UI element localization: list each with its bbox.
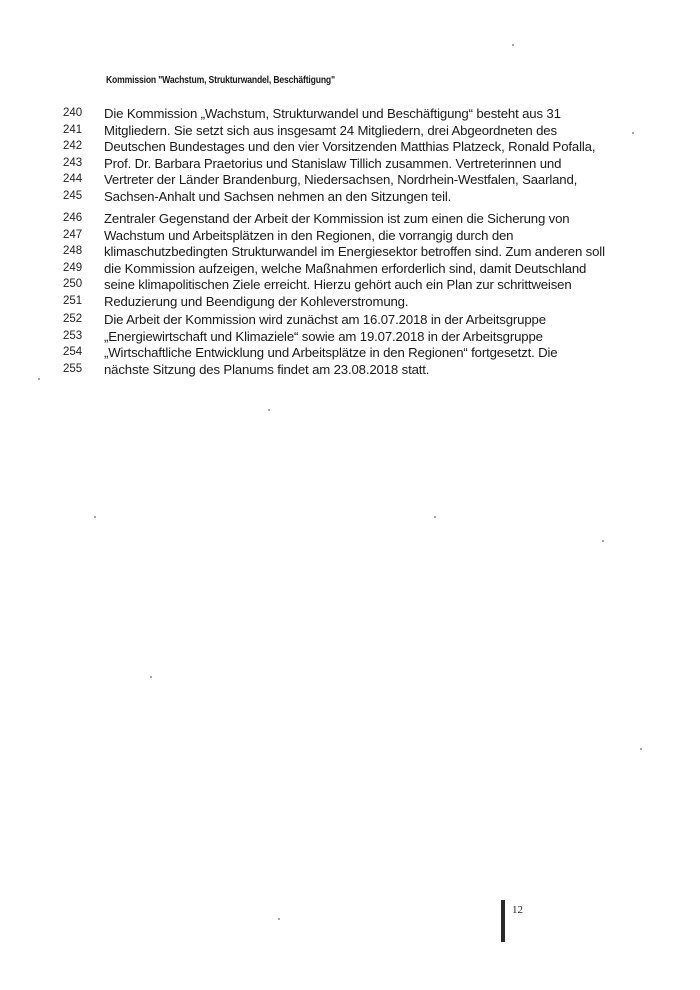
line-number: 240 [63,107,83,119]
scan-speck [512,44,514,46]
line-text: die Kommission aufzeigen, welche Maßnahmen erforderlich sind, damit Deutschland [104,260,587,276]
line-text: klimaschutzbedingten Strukturwandel im Energiesektor betroffen sind. Zum anderen soll [104,244,605,259]
scan-speck [602,540,604,542]
line-text: Zentraler Gegenstand der Arbeit der Kommission ist zum einen die Sicherung von [104,211,570,226]
line-text: Wachstum und Arbeitsplätzen in den Regionen, die vorrangig durch den [104,227,514,243]
line-number: 242 [63,140,83,152]
text-line [0,189,700,206]
paragraph-2 [0,211,700,310]
text-line [0,277,700,294]
line-text: „Wirtschaftliche Entwicklung und Arbeitsplätze in den Regionen“ fortgesetzt. Die [104,345,558,360]
line-text: Die Arbeit der Kommission wird zunächst am 16.07.2018 in der Arbeitsgruppe [104,312,546,327]
line-number: 251 [63,294,83,307]
text-line [0,172,700,189]
line-text: Reduzierung und Beendigung der Kohleverstromung. [104,293,409,309]
page-number: 12 [512,904,523,916]
text-line [0,312,700,329]
line-number: 250 [63,278,83,290]
line-text: seine klimapolitischen Ziele erreicht. Hierzu gehört auch ein Plan zur schrittweisen [104,277,572,292]
paragraph-3 [0,312,700,378]
line-text: „Energiewirtschaft und Klimaziele“ sowie am 19.07.2018 in der Arbeitsgruppe [104,328,543,344]
text-line [0,362,700,379]
line-number: 245 [63,189,83,202]
line-number: 241 [63,123,83,136]
line-number: 249 [63,261,83,274]
scan-speck [268,409,270,411]
text-line [0,211,700,228]
text-line [0,123,700,140]
line-number: 252 [63,313,83,325]
line-text: Vertreter der Länder Brandenburg, Niedersachsen, Nordrhein-Westfalen, Saarland, [104,172,578,187]
line-number: 254 [63,346,83,358]
line-number: 243 [63,156,83,169]
scan-speck [632,132,634,134]
line-text: Sachsen-Anhalt und Sachsen nehmen an den Sitzungen teil. [104,188,452,204]
paragraph-1 [0,106,700,205]
page-number-bar [501,900,505,942]
scan-speck [434,516,436,518]
line-text: Mitgliedern. Sie setzt sich aus insgesamt 24 Mitgliedern, drei Abgeordneten des [104,122,557,138]
text-line [0,106,700,123]
text-line [0,156,700,173]
line-number: 246 [63,212,83,224]
line-number: 244 [63,173,83,185]
page-heading: Kommission "Wachstum, Strukturwandel, Beschäftigung" [106,74,335,86]
scan-speck [150,676,152,678]
text-line [0,345,700,362]
line-number: 247 [63,228,83,241]
text-line [0,329,700,346]
text-line [0,228,700,245]
text-line [0,294,700,311]
scan-speck [38,378,40,380]
text-line [0,139,700,156]
line-number: 255 [63,362,83,375]
scan-speck [94,516,96,518]
line-text: Die Kommission „Wachstum, Strukturwandel und Beschäftigung“ besteht aus 31 [104,106,561,121]
line-number: 253 [63,329,83,342]
line-number: 248 [63,245,83,257]
line-text: Deutschen Bundestages und den vier Vorsitzenden Matthias Platzeck, Ronald Pofalla, [104,139,596,154]
text-line [0,244,700,261]
scan-speck [640,748,642,750]
scan-speck [278,918,280,920]
line-text: nächste Sitzung des Planums findet am 23.08.2018 statt. [104,361,430,377]
text-line [0,261,700,278]
line-text: Prof. Dr. Barbara Praetorius und Stanislaw Tillich zusammen. Vertreterinnen und [104,155,562,171]
